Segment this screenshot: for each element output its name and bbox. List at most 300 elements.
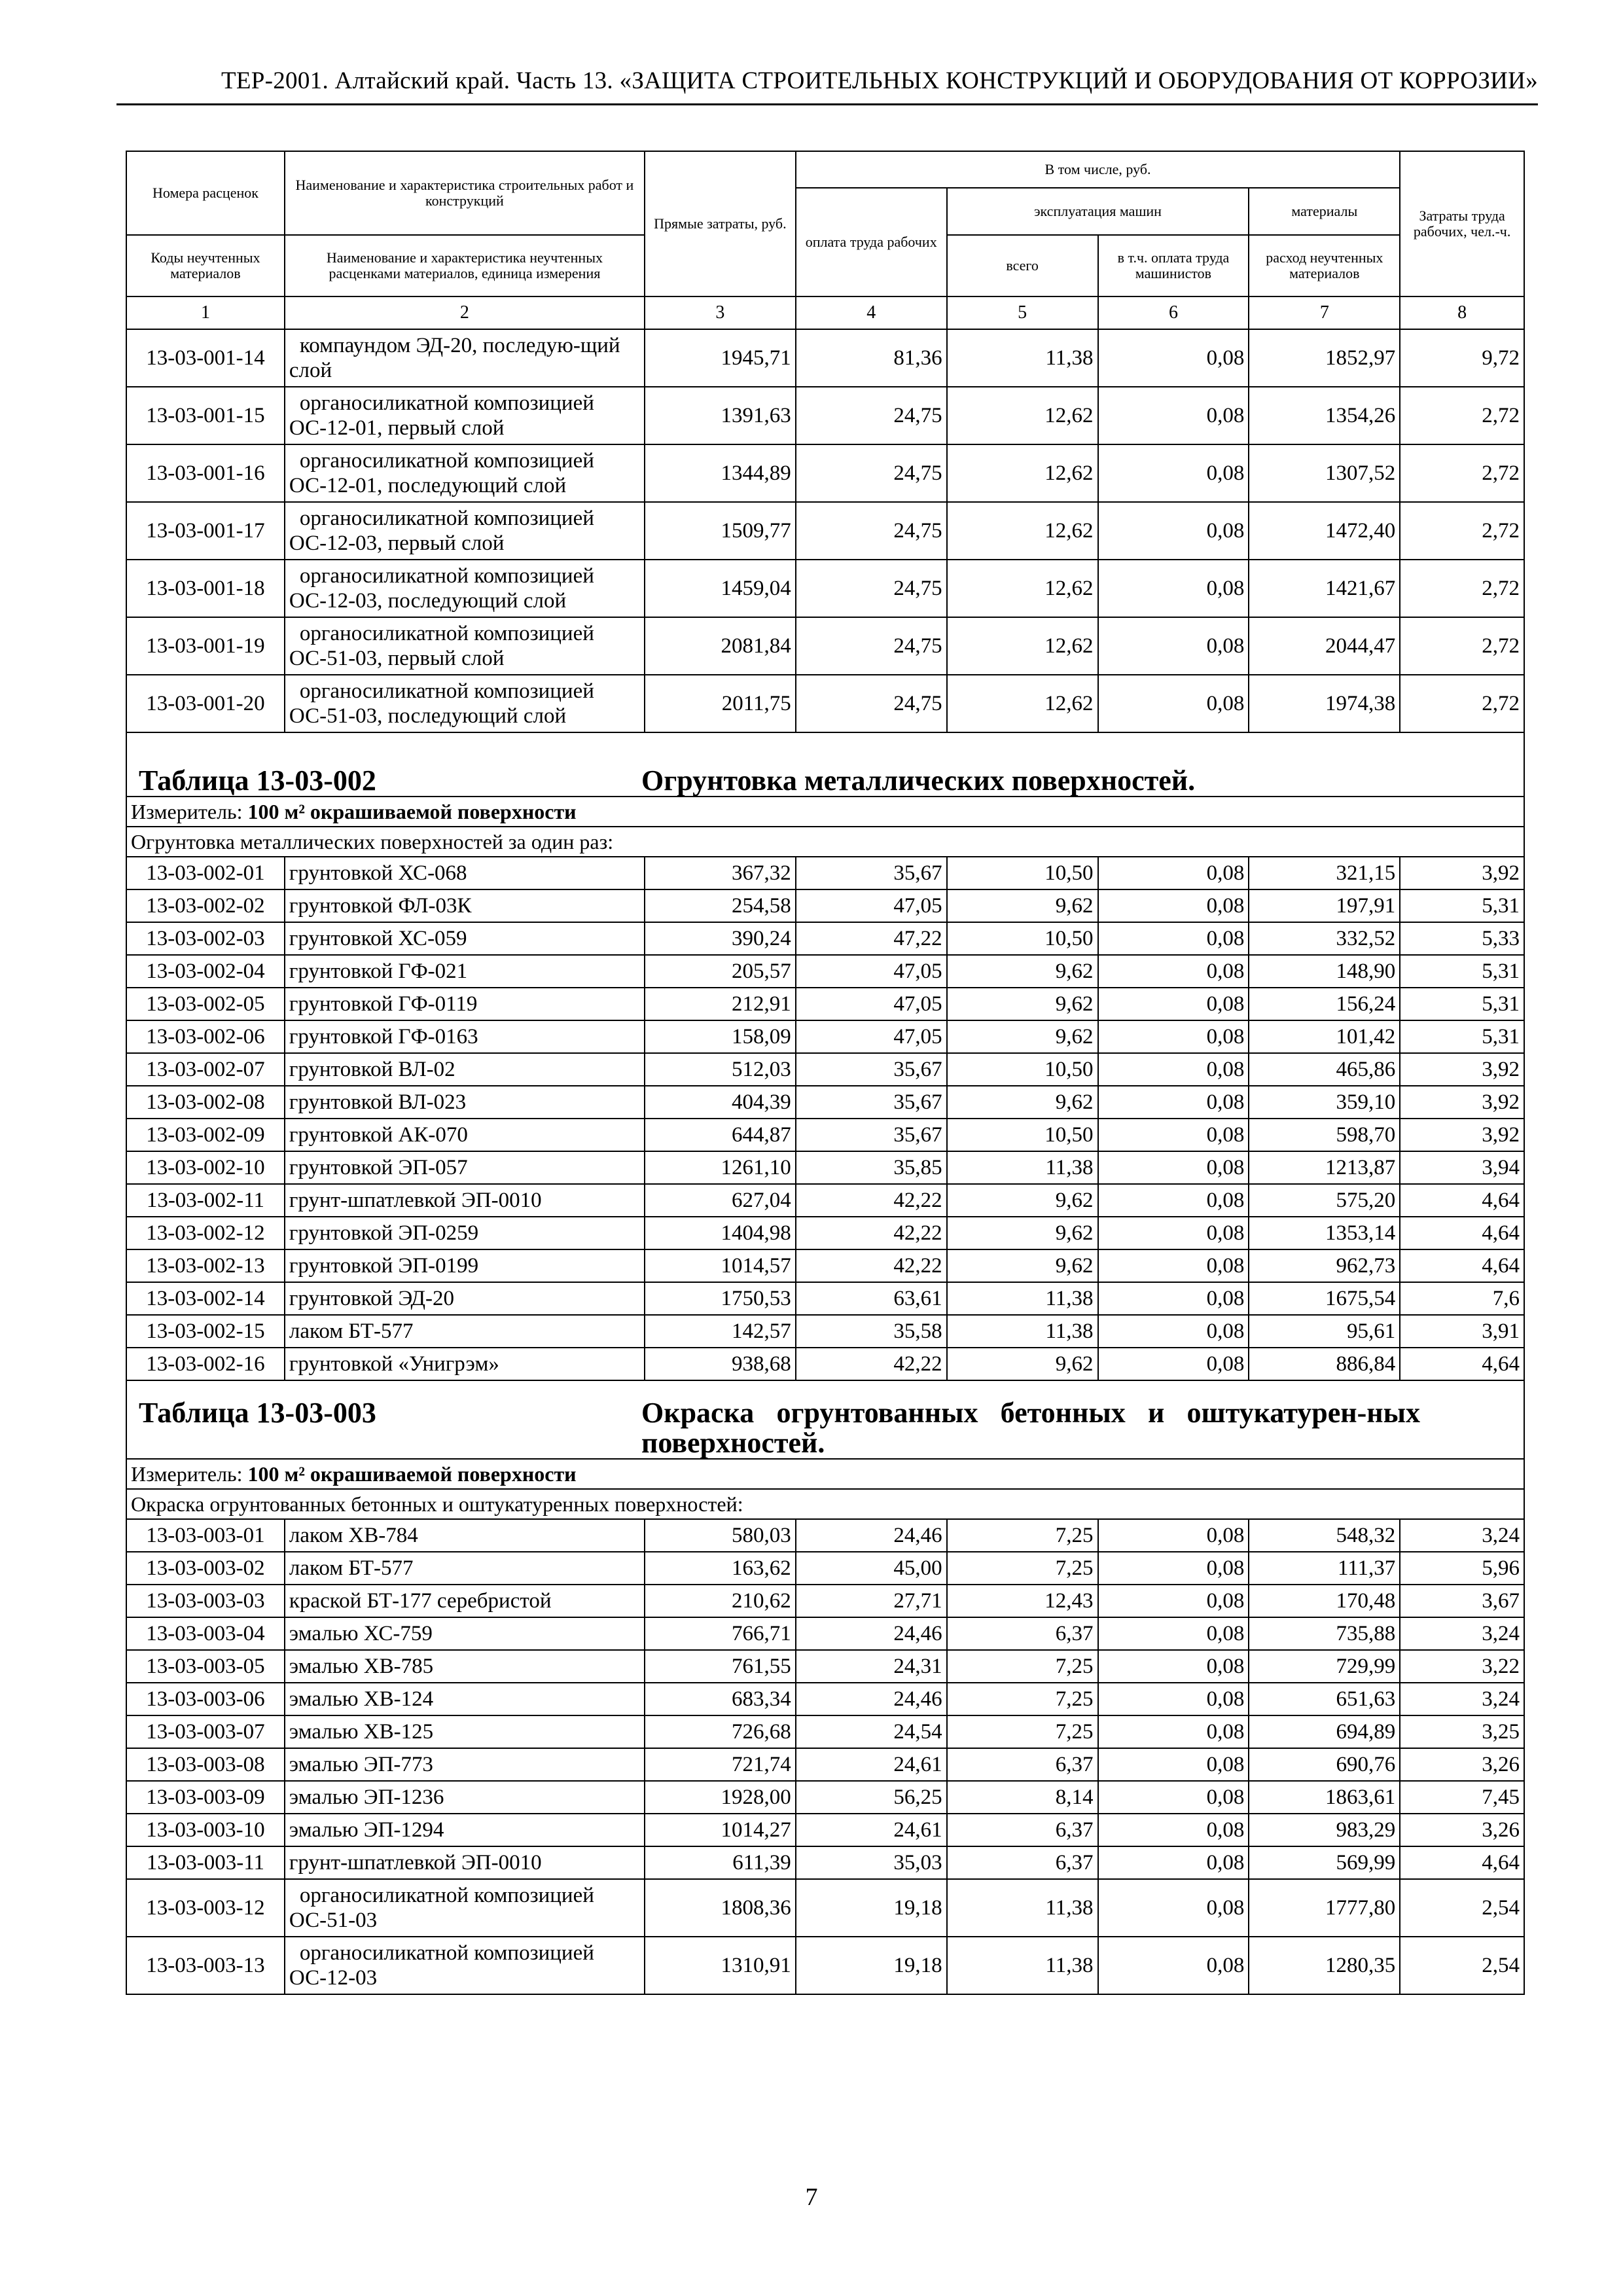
rate-code-cell: 13-03-002-15 <box>126 1315 285 1348</box>
labor-hours-cell: 7,6 <box>1400 1282 1524 1315</box>
direct-costs-cell: 1808,36 <box>645 1879 796 1937</box>
rate-code-cell: 13-03-003-11 <box>126 1846 285 1879</box>
work-name-cell: органосиликатной композицией ОС-51-03 <box>285 1879 645 1937</box>
table-row <box>126 560 1524 617</box>
table-row <box>126 1585 1524 1617</box>
rate-code-cell: 13-03-003-07 <box>126 1715 285 1748</box>
direct-costs-cell: 205,57 <box>645 955 796 988</box>
table-row <box>126 1781 1524 1814</box>
labor-pay-cell: 27,71 <box>796 1585 947 1617</box>
labor-pay-cell: 35,67 <box>796 1086 947 1119</box>
work-name-cell: грунтовкой ЭД-20 <box>285 1282 645 1315</box>
labor-pay-cell: 24,61 <box>796 1748 947 1781</box>
table-row <box>126 1715 1524 1748</box>
machines-total-cell: 12,62 <box>947 617 1098 675</box>
machines-total-cell: 9,62 <box>947 988 1098 1020</box>
work-name-cell: грунтовкой ФЛ-03К <box>285 889 645 922</box>
machines-total-cell: 6,37 <box>947 1617 1098 1650</box>
machines-total-cell: 9,62 <box>947 1020 1098 1053</box>
materials-cost-cell: 111,37 <box>1249 1552 1400 1585</box>
direct-costs-cell: 726,68 <box>645 1715 796 1748</box>
materials-cost-cell: 321,15 <box>1249 857 1400 889</box>
table-row <box>126 1617 1524 1650</box>
col-number: 5 <box>947 296 1098 329</box>
labor-hours-cell: 3,92 <box>1400 1053 1524 1086</box>
table-row <box>126 988 1524 1020</box>
direct-costs-cell: 212,91 <box>645 988 796 1020</box>
col-machinist-pay-header: в т.ч. оплата труда машинистов <box>1098 235 1249 296</box>
machines-total-cell: 10,50 <box>947 857 1098 889</box>
materials-cost-cell: 332,52 <box>1249 922 1400 955</box>
labor-hours-cell: 3,92 <box>1400 857 1524 889</box>
rate-code-cell: 13-03-002-14 <box>126 1282 285 1315</box>
labor-hours-cell: 2,72 <box>1400 387 1524 444</box>
work-name-cell: грунтовкой ВЛ-023 <box>285 1086 645 1119</box>
materials-cost-cell: 886,84 <box>1249 1348 1400 1380</box>
materials-cost-cell: 156,24 <box>1249 988 1400 1020</box>
machines-total-cell: 12,62 <box>947 675 1098 732</box>
materials-cost-cell: 598,70 <box>1249 1119 1400 1151</box>
machinist-pay-cell: 0,08 <box>1098 444 1249 502</box>
machines-total-cell: 12,62 <box>947 502 1098 560</box>
machinist-pay-cell: 0,08 <box>1098 1585 1249 1617</box>
materials-cost-cell: 170,48 <box>1249 1585 1400 1617</box>
machinist-pay-cell: 0,08 <box>1098 1879 1249 1937</box>
table-row <box>126 1846 1524 1879</box>
col-direct-header: Прямые затраты, руб. <box>645 151 796 296</box>
labor-pay-cell: 47,05 <box>796 955 947 988</box>
col-labor-cost-header: Затраты труда рабочих, чел.-ч. <box>1400 151 1524 296</box>
materials-cost-cell: 1472,40 <box>1249 502 1400 560</box>
direct-costs-cell: 627,04 <box>645 1184 796 1217</box>
table-row <box>126 617 1524 675</box>
table-row <box>126 1217 1524 1249</box>
labor-pay-cell: 81,36 <box>796 329 947 387</box>
col-including-header: В том числе, руб. <box>796 151 1400 188</box>
table-row <box>126 889 1524 922</box>
materials-cost-cell: 101,42 <box>1249 1020 1400 1053</box>
measure-label: Измеритель: <box>131 800 243 823</box>
measure-cell <box>126 1459 1524 1489</box>
table-row <box>126 1282 1524 1315</box>
rate-code-cell: 13-03-002-12 <box>126 1217 285 1249</box>
machinist-pay-cell: 0,08 <box>1098 1937 1249 1994</box>
rate-code-cell: 13-03-002-07 <box>126 1053 285 1086</box>
col-number: 8 <box>1400 296 1524 329</box>
machinist-pay-cell: 0,08 <box>1098 1650 1249 1683</box>
labor-pay-cell: 42,22 <box>796 1184 947 1217</box>
labor-pay-cell: 35,58 <box>796 1315 947 1348</box>
machines-total-cell: 12,62 <box>947 560 1098 617</box>
rate-code-cell: 13-03-001-14 <box>126 329 285 387</box>
machines-total-cell: 6,37 <box>947 1846 1098 1879</box>
rate-code-cell: 13-03-003-01 <box>126 1519 285 1552</box>
direct-costs-cell: 1014,57 <box>645 1249 796 1282</box>
materials-cost-cell: 690,76 <box>1249 1748 1400 1781</box>
table-13-03-002-heading <box>126 732 1524 857</box>
machines-total-cell: 8,14 <box>947 1781 1098 1814</box>
work-name-cell: грунт-шпатлевкой ЭП-0010 <box>285 1846 645 1879</box>
table-13-03-003-heading <box>126 1380 1524 1519</box>
labor-hours-cell: 5,96 <box>1400 1552 1524 1585</box>
col-names-header: Наименование и характеристика строительных работ и конструкций <box>285 151 645 235</box>
machines-total-cell: 11,38 <box>947 1282 1098 1315</box>
rate-code-cell: 13-03-003-09 <box>126 1781 285 1814</box>
labor-hours-cell: 9,72 <box>1400 329 1524 387</box>
table-row <box>126 1119 1524 1151</box>
rate-code-cell: 13-03-002-10 <box>126 1151 285 1184</box>
direct-costs-cell: 766,71 <box>645 1617 796 1650</box>
labor-hours-cell: 5,31 <box>1400 988 1524 1020</box>
table-row <box>126 1519 1524 1552</box>
machines-total-cell: 12,62 <box>947 444 1098 502</box>
header-rule <box>116 103 1538 105</box>
machines-total-cell: 7,25 <box>947 1519 1098 1552</box>
labor-pay-cell: 35,85 <box>796 1151 947 1184</box>
materials-cost-cell: 694,89 <box>1249 1715 1400 1748</box>
labor-hours-cell: 3,91 <box>1400 1315 1524 1348</box>
machines-total-cell: 10,50 <box>947 1053 1098 1086</box>
table-row <box>126 1348 1524 1380</box>
labor-pay-cell: 42,22 <box>796 1217 947 1249</box>
machinist-pay-cell: 0,08 <box>1098 1020 1249 1053</box>
labor-pay-cell: 24,75 <box>796 502 947 560</box>
table-number: Таблица 13-03-002 <box>139 764 376 797</box>
machines-total-cell: 11,38 <box>947 1937 1098 1994</box>
table-row <box>126 1184 1524 1217</box>
machines-total-cell: 9,62 <box>947 955 1098 988</box>
section-heading: Окраска огрунтованных бетонных и оштукатуренных поверхностей: <box>126 1489 1524 1519</box>
labor-hours-cell: 4,64 <box>1400 1184 1524 1217</box>
machinist-pay-cell: 0,08 <box>1098 1552 1249 1585</box>
table-row <box>126 1086 1524 1119</box>
work-name-cell: грунтовкой «Унигрэм» <box>285 1348 645 1380</box>
materials-cost-cell: 548,32 <box>1249 1519 1400 1552</box>
direct-costs-cell: 210,62 <box>645 1585 796 1617</box>
rate-code-cell: 13-03-002-13 <box>126 1249 285 1282</box>
table-title-cell <box>126 732 1524 797</box>
machinist-pay-cell: 0,08 <box>1098 1086 1249 1119</box>
rate-code-cell: 13-03-002-11 <box>126 1184 285 1217</box>
machinist-pay-cell: 0,08 <box>1098 387 1249 444</box>
measure-value: 100 м² окрашиваемой поверхности <box>247 1462 577 1486</box>
rate-code-cell: 13-03-003-03 <box>126 1585 285 1617</box>
work-name-cell: грунтовкой ВЛ-02 <box>285 1053 645 1086</box>
labor-hours-cell: 5,33 <box>1400 922 1524 955</box>
materials-cost-cell: 1852,97 <box>1249 329 1400 387</box>
labor-pay-cell: 24,75 <box>796 444 947 502</box>
table-row <box>126 1683 1524 1715</box>
table-row <box>126 329 1524 387</box>
machinist-pay-cell: 0,08 <box>1098 988 1249 1020</box>
work-name-cell: органосиликатной композицией ОС-12-01, последующий слой <box>285 444 645 502</box>
work-name-cell: органосиликатной композицией ОС-12-01, первый слой <box>285 387 645 444</box>
machines-total-cell: 9,62 <box>947 889 1098 922</box>
work-name-cell: органосиликатной композицией ОС-12-03 <box>285 1937 645 1994</box>
materials-cost-cell: 1280,35 <box>1249 1937 1400 1994</box>
work-name-cell: лаком БТ-577 <box>285 1552 645 1585</box>
machinist-pay-cell: 0,08 <box>1098 1519 1249 1552</box>
col-labor-pay-header: оплата труда рабочих <box>796 188 947 296</box>
table-row <box>126 1650 1524 1683</box>
materials-cost-cell: 569,99 <box>1249 1846 1400 1879</box>
machinist-pay-cell: 0,08 <box>1098 675 1249 732</box>
direct-costs-cell: 1509,77 <box>645 502 796 560</box>
labor-hours-cell: 3,26 <box>1400 1748 1524 1781</box>
rate-code-cell: 13-03-003-08 <box>126 1748 285 1781</box>
machinist-pay-cell: 0,08 <box>1098 560 1249 617</box>
machines-total-cell: 7,25 <box>947 1552 1098 1585</box>
machines-total-cell: 9,62 <box>947 1348 1098 1380</box>
table-row <box>126 1552 1524 1585</box>
work-name-cell: грунтовкой ХС-068 <box>285 857 645 889</box>
measure-cell <box>126 797 1524 827</box>
materials-cost-cell: 575,20 <box>1249 1184 1400 1217</box>
col-names-materials-header: Наименование и характеристика неучтенных расценками материалов, единица измерения <box>285 235 645 296</box>
labor-pay-cell: 24,31 <box>796 1650 947 1683</box>
table-13-03-001-body <box>126 329 1524 732</box>
machinist-pay-cell: 0,08 <box>1098 1617 1249 1650</box>
materials-cost-cell: 1353,14 <box>1249 1217 1400 1249</box>
materials-cost-cell: 1307,52 <box>1249 444 1400 502</box>
labor-hours-cell: 4,64 <box>1400 1348 1524 1380</box>
rate-code-cell: 13-03-003-13 <box>126 1937 285 1994</box>
direct-costs-cell: 1945,71 <box>645 329 796 387</box>
materials-cost-cell: 1675,54 <box>1249 1282 1400 1315</box>
machinist-pay-cell: 0,08 <box>1098 329 1249 387</box>
machinist-pay-cell: 0,08 <box>1098 1282 1249 1315</box>
direct-costs-cell: 1014,27 <box>645 1814 796 1846</box>
materials-cost-cell: 148,90 <box>1249 955 1400 988</box>
machines-total-cell: 10,50 <box>947 1119 1098 1151</box>
labor-pay-cell: 24,61 <box>796 1814 947 1846</box>
direct-costs-cell: 2011,75 <box>645 675 796 732</box>
labor-hours-cell: 3,22 <box>1400 1650 1524 1683</box>
labor-pay-cell: 47,05 <box>796 1020 947 1053</box>
direct-costs-cell: 1928,00 <box>645 1781 796 1814</box>
machinist-pay-cell: 0,08 <box>1098 1249 1249 1282</box>
materials-cost-cell: 1421,67 <box>1249 560 1400 617</box>
labor-hours-cell: 5,31 <box>1400 889 1524 922</box>
rate-code-cell: 13-03-001-17 <box>126 502 285 560</box>
work-name-cell: органосиликатной композицией ОС-51-03, первый слой <box>285 617 645 675</box>
materials-cost-cell: 983,29 <box>1249 1814 1400 1846</box>
rate-code-cell: 13-03-002-03 <box>126 922 285 955</box>
table-row <box>126 502 1524 560</box>
machines-total-cell: 12,43 <box>947 1585 1098 1617</box>
direct-costs-cell: 1391,63 <box>645 387 796 444</box>
materials-cost-cell: 1777,80 <box>1249 1879 1400 1937</box>
col-codes-materials-header: Коды неучтенных материалов <box>126 235 285 296</box>
page-header: ТЕР-2001. Алтайский край. Часть 13. «ЗАЩИТА СТРОИТЕЛЬНЫХ КОНСТРУКЦИЙ И ОБОРУДОВАНИЯ ОТ КОРРОЗИИ» <box>221 67 1538 94</box>
work-name-cell: компаундом ЭД-20, последую-щий слой <box>285 329 645 387</box>
machines-total-cell: 11,38 <box>947 1151 1098 1184</box>
measure-value: 100 м² окрашиваемой поверхности <box>247 800 577 823</box>
table-row <box>126 1748 1524 1781</box>
labor-hours-cell: 2,72 <box>1400 502 1524 560</box>
machinist-pay-cell: 0,08 <box>1098 955 1249 988</box>
direct-costs-cell: 158,09 <box>645 1020 796 1053</box>
materials-cost-cell: 95,61 <box>1249 1315 1400 1348</box>
table-row <box>126 1249 1524 1282</box>
work-name-cell: грунтовкой ЭП-0259 <box>285 1217 645 1249</box>
materials-cost-cell: 1354,26 <box>1249 387 1400 444</box>
labor-pay-cell: 24,75 <box>796 675 947 732</box>
work-name-cell: органосиликатной композицией ОС-12-03, последующий слой <box>285 560 645 617</box>
table-row <box>126 922 1524 955</box>
machines-total-cell: 6,37 <box>947 1748 1098 1781</box>
col-codes-header: Номера расценок <box>126 151 285 235</box>
col-total-header: всего <box>947 235 1098 296</box>
labor-hours-cell: 4,64 <box>1400 1249 1524 1282</box>
direct-costs-cell: 644,87 <box>645 1119 796 1151</box>
direct-costs-cell: 721,74 <box>645 1748 796 1781</box>
table-header <box>126 151 1524 329</box>
machines-total-cell: 7,25 <box>947 1715 1098 1748</box>
direct-costs-cell: 580,03 <box>645 1519 796 1552</box>
machinist-pay-cell: 0,08 <box>1098 922 1249 955</box>
rate-code-cell: 13-03-001-16 <box>126 444 285 502</box>
machinist-pay-cell: 0,08 <box>1098 857 1249 889</box>
work-name-cell: грунтовкой ХС-059 <box>285 922 645 955</box>
work-name-cell: эмалью ЭП-1236 <box>285 1781 645 1814</box>
rate-code-cell: 13-03-002-09 <box>126 1119 285 1151</box>
materials-cost-cell: 962,73 <box>1249 1249 1400 1282</box>
direct-costs-cell: 1750,53 <box>645 1282 796 1315</box>
work-name-cell: грунтовкой ГФ-0163 <box>285 1020 645 1053</box>
direct-costs-cell: 142,57 <box>645 1315 796 1348</box>
labor-hours-cell: 3,92 <box>1400 1119 1524 1151</box>
rates-table <box>126 151 1525 1995</box>
labor-hours-cell: 2,54 <box>1400 1937 1524 1994</box>
rate-code-cell: 13-03-001-18 <box>126 560 285 617</box>
table-row <box>126 444 1524 502</box>
table-title-cell <box>126 1380 1524 1459</box>
col-number: 3 <box>645 296 796 329</box>
rate-code-cell: 13-03-001-19 <box>126 617 285 675</box>
machinist-pay-cell: 0,08 <box>1098 1348 1249 1380</box>
direct-costs-cell: 1459,04 <box>645 560 796 617</box>
labor-pay-cell: 35,67 <box>796 1119 947 1151</box>
labor-hours-cell: 3,26 <box>1400 1814 1524 1846</box>
work-name-cell: органосиликатной композицией ОС-51-03, последующий слой <box>285 675 645 732</box>
materials-cost-cell: 2044,47 <box>1249 617 1400 675</box>
labor-pay-cell: 24,46 <box>796 1617 947 1650</box>
machines-total-cell: 7,25 <box>947 1683 1098 1715</box>
col-materials-header: материалы <box>1249 188 1400 235</box>
labor-hours-cell: 4,64 <box>1400 1846 1524 1879</box>
direct-costs-cell: 1404,98 <box>645 1217 796 1249</box>
rate-code-cell: 13-03-003-04 <box>126 1617 285 1650</box>
col-unaccounted-header: расход неучтенных материалов <box>1249 235 1400 296</box>
direct-costs-cell: 404,39 <box>645 1086 796 1119</box>
machinist-pay-cell: 0,08 <box>1098 1748 1249 1781</box>
labor-pay-cell: 24,75 <box>796 560 947 617</box>
work-name-cell: эмалью ХВ-785 <box>285 1650 645 1683</box>
rate-code-cell: 13-03-001-15 <box>126 387 285 444</box>
work-name-cell: эмалью ЭП-773 <box>285 1748 645 1781</box>
machinist-pay-cell: 0,08 <box>1098 889 1249 922</box>
direct-costs-cell: 1310,91 <box>645 1937 796 1994</box>
page-number: 7 <box>805 2183 818 2211</box>
machines-total-cell: 11,38 <box>947 329 1098 387</box>
direct-costs-cell: 163,62 <box>645 1552 796 1585</box>
table-row <box>126 1814 1524 1846</box>
labor-hours-cell: 2,54 <box>1400 1879 1524 1937</box>
labor-pay-cell: 19,18 <box>796 1879 947 1937</box>
work-name-cell: краской БТ-177 серебристой <box>285 1585 645 1617</box>
materials-cost-cell: 465,86 <box>1249 1053 1400 1086</box>
direct-costs-cell: 2081,84 <box>645 617 796 675</box>
direct-costs-cell: 683,34 <box>645 1683 796 1715</box>
table-title: Окраска огрунтованных бетонных и оштукатурен-ных поверхностей. <box>641 1397 1420 1459</box>
materials-cost-cell: 1974,38 <box>1249 675 1400 732</box>
machines-total-cell: 6,37 <box>947 1814 1098 1846</box>
measure-label: Измеритель: <box>131 1462 243 1486</box>
labor-hours-cell: 5,31 <box>1400 955 1524 988</box>
labor-hours-cell: 3,25 <box>1400 1715 1524 1748</box>
machines-total-cell: 9,62 <box>947 1217 1098 1249</box>
rate-code-cell: 13-03-002-02 <box>126 889 285 922</box>
labor-hours-cell: 2,72 <box>1400 444 1524 502</box>
labor-hours-cell: 3,24 <box>1400 1519 1524 1552</box>
rate-code-cell: 13-03-003-06 <box>126 1683 285 1715</box>
labor-pay-cell: 24,46 <box>796 1519 947 1552</box>
machinist-pay-cell: 0,08 <box>1098 1315 1249 1348</box>
col-number: 6 <box>1098 296 1249 329</box>
rate-code-cell: 13-03-001-20 <box>126 675 285 732</box>
labor-hours-cell: 5,31 <box>1400 1020 1524 1053</box>
col-number: 2 <box>285 296 645 329</box>
labor-pay-cell: 47,05 <box>796 889 947 922</box>
rate-code-cell: 13-03-002-16 <box>126 1348 285 1380</box>
col-number: 4 <box>796 296 947 329</box>
rate-code-cell: 13-03-003-10 <box>126 1814 285 1846</box>
materials-cost-cell: 651,63 <box>1249 1683 1400 1715</box>
labor-hours-cell: 3,94 <box>1400 1151 1524 1184</box>
labor-hours-cell: 3,92 <box>1400 1086 1524 1119</box>
work-name-cell: эмалью ХВ-124 <box>285 1683 645 1715</box>
machinist-pay-cell: 0,08 <box>1098 1184 1249 1217</box>
direct-costs-cell: 761,55 <box>645 1650 796 1683</box>
direct-costs-cell: 390,24 <box>645 922 796 955</box>
machines-total-cell: 11,38 <box>947 1315 1098 1348</box>
machines-total-cell: 7,25 <box>947 1650 1098 1683</box>
rate-code-cell: 13-03-003-05 <box>126 1650 285 1683</box>
labor-pay-cell: 35,67 <box>796 1053 947 1086</box>
direct-costs-cell: 512,03 <box>645 1053 796 1086</box>
machines-total-cell: 11,38 <box>947 1879 1098 1937</box>
labor-hours-cell: 7,45 <box>1400 1781 1524 1814</box>
direct-costs-cell: 938,68 <box>645 1348 796 1380</box>
rate-code-cell: 13-03-002-01 <box>126 857 285 889</box>
col-number: 7 <box>1249 296 1400 329</box>
section-heading: Огрунтовка металлических поверхностей за один раз: <box>126 827 1524 857</box>
machinist-pay-cell: 0,08 <box>1098 1119 1249 1151</box>
machinist-pay-cell: 0,08 <box>1098 1151 1249 1184</box>
labor-pay-cell: 19,18 <box>796 1937 947 1994</box>
table-13-03-002-body <box>126 857 1524 1380</box>
machinist-pay-cell: 0,08 <box>1098 617 1249 675</box>
work-name-cell: эмалью ЭП-1294 <box>285 1814 645 1846</box>
materials-cost-cell: 735,88 <box>1249 1617 1400 1650</box>
rate-code-cell: 13-03-003-12 <box>126 1879 285 1937</box>
table-title: Огрунтовка металлических поверхностей. <box>641 764 1196 797</box>
materials-cost-cell: 1213,87 <box>1249 1151 1400 1184</box>
labor-pay-cell: 63,61 <box>796 1282 947 1315</box>
table-row <box>126 675 1524 732</box>
machines-total-cell: 9,62 <box>947 1184 1098 1217</box>
